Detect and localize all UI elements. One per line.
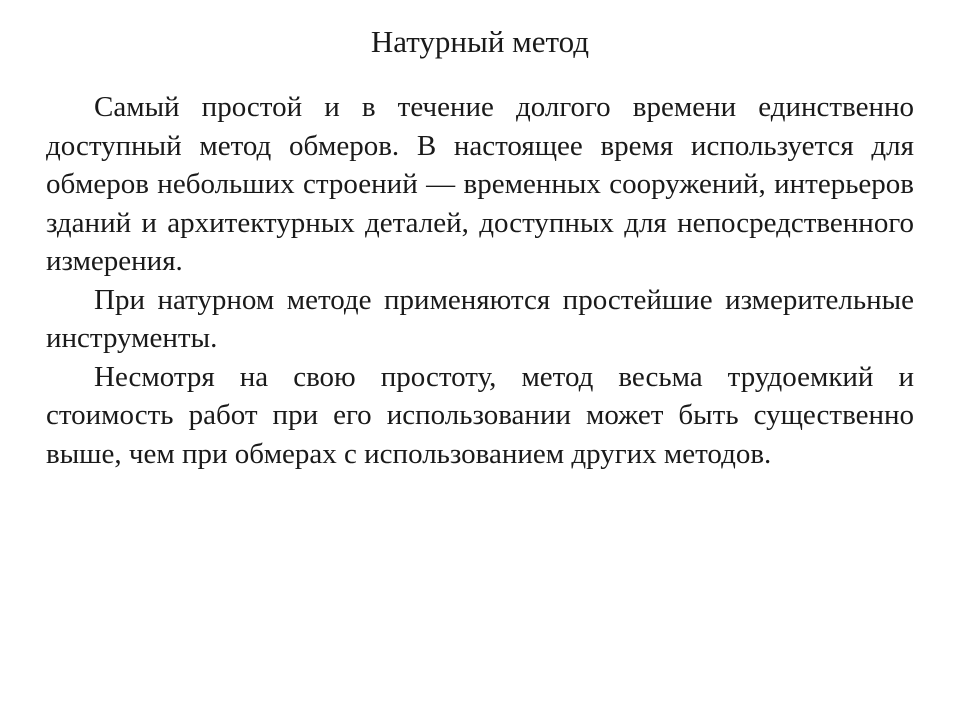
slide-body: [46, 88, 914, 473]
paragraph-3: Несмотря на свою простоту, метод весьма трудоемкий и стоимость работ при его использовании может быть существенно выше, чем при обмерах с использованием других методов.: [46, 360, 914, 470]
slide-title: Натурный метод: [370, 24, 590, 59]
paragraph-1: Самый простой и в течение долгого времени единственно доступный метод обмеров. В настоящее время используется для обмеров небольших строений — временных сооружений, интерьеров зданий и архитектурных деталей, доступных для непосредственного измерения.: [46, 91, 914, 277]
paragraph-2: При натурном методе применяются простейшие измерительные инструменты.: [46, 283, 914, 354]
